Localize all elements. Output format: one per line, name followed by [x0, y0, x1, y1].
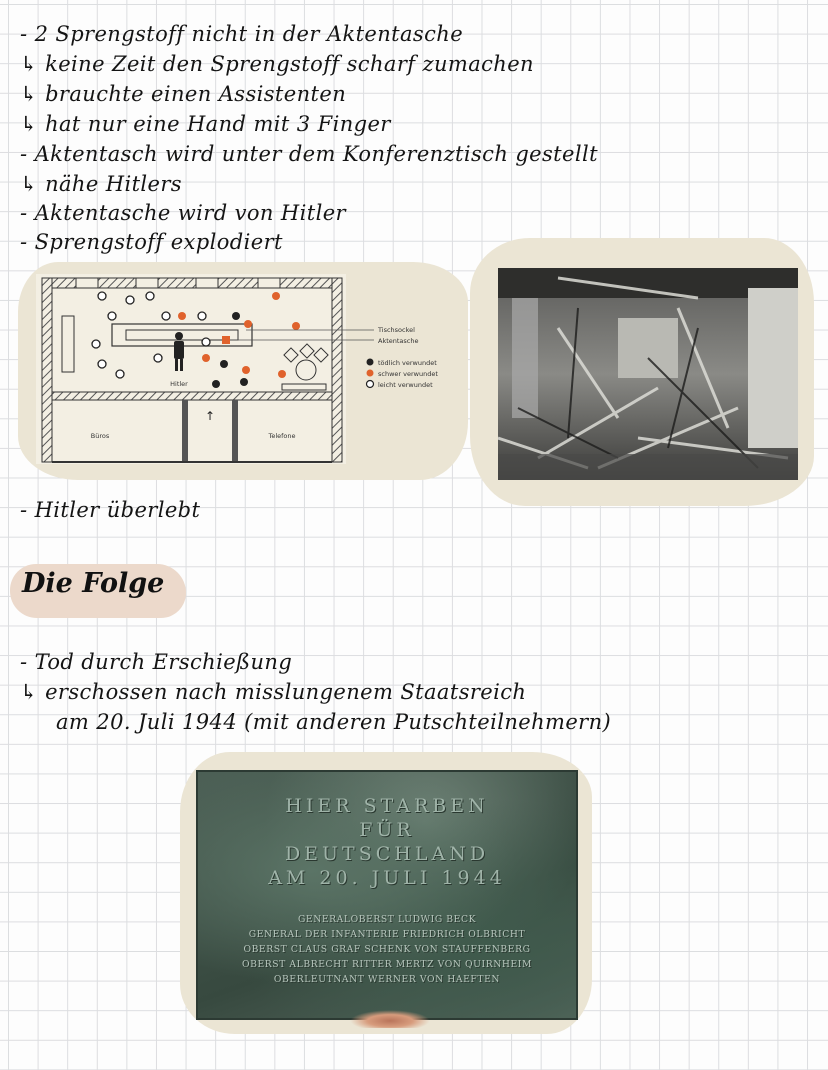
autumn-leaves [350, 1010, 430, 1028]
plaque-line: FÜR [359, 819, 415, 841]
note-line: ↳ erschossen nach misslungenem Staatsreich [20, 680, 527, 704]
wall-right [332, 278, 342, 462]
marker-light [116, 370, 124, 378]
marker-light [162, 312, 170, 320]
marker-severe [244, 320, 252, 328]
plaque-line: HIER STARBEN [285, 795, 489, 817]
entrance-arrow: ↑ [204, 409, 216, 423]
destroyed-room-photo [498, 268, 798, 480]
plaque-line: AM 20. JULI 1944 [268, 867, 506, 889]
marker-severe [272, 292, 280, 300]
note-line: - Aktentasche wird von Hitler [20, 201, 346, 225]
marker-light [92, 340, 100, 348]
wall-left [42, 278, 52, 462]
marker-severe [202, 354, 210, 362]
note-line: am 20. Juli 1944 (mit anderen Putschteilnehmern) [56, 710, 612, 734]
callout-tischsockel: Tischsockel [378, 326, 415, 334]
marker-severe [292, 322, 300, 330]
floor-plan-diagram [36, 274, 456, 470]
marker-light [154, 354, 162, 362]
wall-middle [52, 392, 332, 400]
legend-label: schwer verwundet [378, 370, 438, 378]
room-label-buros: Büros [90, 432, 110, 440]
note-line: ↳ keine Zeit den Sprengstoff scharf zumachen [20, 52, 534, 76]
marker-light [108, 312, 116, 320]
marker-light [98, 292, 106, 300]
legend-label: leicht verwundet [378, 381, 433, 389]
note-hitler-survives: - Hitler überlebt [20, 498, 201, 522]
note-line: - 2 Sprengstoff nicht in der Aktentasche [20, 22, 464, 46]
marker-fatal [220, 360, 228, 368]
plaque-name: GENERAL DER INFANTERIE FRIEDRICH OLBRICHT [248, 929, 526, 940]
briefcase [222, 336, 230, 344]
marker-fatal [232, 312, 240, 320]
legend [367, 359, 439, 390]
marker-severe [242, 366, 250, 374]
legend-swatch [367, 359, 374, 366]
legend-swatch [367, 381, 374, 388]
plaque-name: GENERALOBERST LUDWIG BECK [297, 914, 477, 925]
plaque-name: OBERST ALBRECHT RITTER MERTZ VON QUIRNHEIM [241, 959, 533, 970]
note-line: - Sprengstoff explodiert [20, 230, 283, 254]
note-line: ↳ brauchte einen Assistenten [20, 82, 347, 106]
room-label-telefone: Telefone [268, 432, 296, 440]
note-line: ↳ hat nur eine Hand mit 3 Finger [20, 112, 391, 136]
marker-light [202, 338, 210, 346]
hitler-label: Hitler [170, 380, 188, 388]
plaque-name: OBERLEUTNANT WERNER VON HAEFTEN [273, 974, 501, 985]
note-line: ↳ nähe Hitlers [20, 172, 182, 196]
plaque-line: DEUTSCHLAND [284, 843, 490, 865]
marker-light [98, 360, 106, 368]
note-line: - Tod durch Erschießung [20, 650, 293, 674]
section-heading: Die Folge [22, 568, 165, 599]
plaque-name: OBERST CLAUS GRAF SCHENK VON STAUFFENBERG [243, 944, 531, 955]
marker-fatal [212, 380, 220, 388]
marker-light [126, 296, 134, 304]
callout-aktentasche: Aktentasche [378, 337, 419, 345]
marker-fatal [240, 378, 248, 386]
marker-severe [278, 370, 286, 378]
memorial-plaque [196, 770, 578, 1020]
legend-swatch [367, 370, 374, 377]
marker-severe [178, 312, 186, 320]
legend-label: tödlich verwundet [378, 359, 437, 367]
marker-light [146, 292, 154, 300]
note-line: - Aktentasch wird unter dem Konferenztisch gestellt [20, 142, 598, 166]
marker-light [198, 312, 206, 320]
